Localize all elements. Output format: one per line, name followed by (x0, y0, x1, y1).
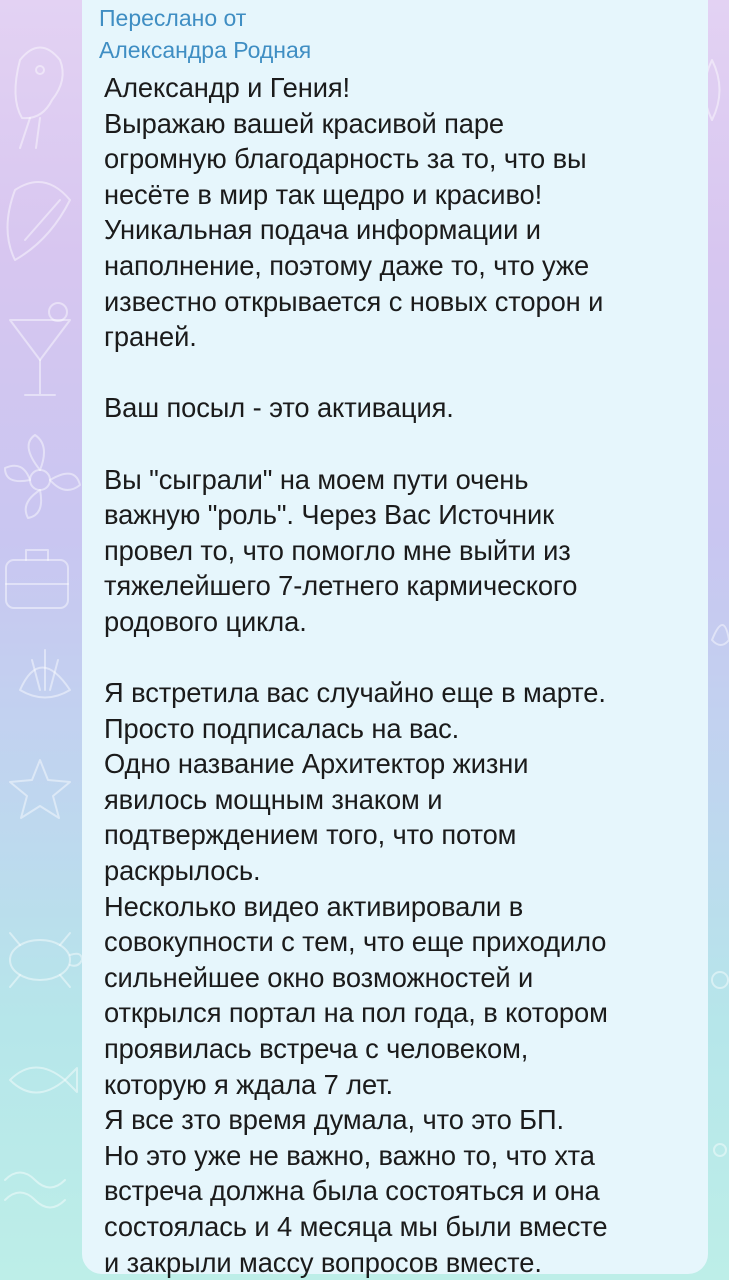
turtle-doodle-icon (10, 933, 82, 987)
forwarded-source-name[interactable]: Александра Родная (99, 37, 312, 63)
hibiscus-doodle-icon (5, 435, 80, 518)
forwarded-label: Переслано от (99, 5, 247, 31)
circle-doodle-icon (712, 972, 728, 1156)
fish-doodle-icon (10, 1068, 77, 1093)
starfish-doodle-icon (10, 760, 70, 818)
shell-doodle-icon (20, 650, 70, 698)
cocktail-doodle-icon (10, 303, 70, 395)
suitcase-doodle-icon (6, 550, 68, 608)
surfboard-doodle-icon (8, 182, 71, 260)
parrot-doodle-icon (15, 48, 62, 149)
wave-doodle-icon (5, 1173, 65, 1208)
message-text: Александр и Гения! Выражаю вашей красивой паре огромную благодарность за то, что вы несёте в мир так щедро и красиво! Уникальная подача информации и наполнение, поэтому даже то, что уже известно открывается с новых сторон и граней. Ваш посыл - это активация. Вы "сыграли" на моем пути очень важную "роль". Через Вас Источник провел то, что помогло мне выйти из тяжелейшего 7-летнего кармического родового цикла. Я встретила вас случайно еще в марте. Просто подписалась на вас. Одно название Архитектор жизни явилось мощным знаком и подтверждением того, что потом раскрылось. Несколько видео активировали в совокупности с тем, что еще приходило сильнейшее окно возможностей и открылся портал на пол года, в котором проявилась встреча с человеком, которую я ждала 7 лет. Я все зто время думала, что это БП. Но это уже не важно, важно то, что хта встреча должна была состояться и она состоялась и 4 месяца мы были вместе и закрыли массу вопросов вместе. (104, 72, 608, 1278)
shell-right-doodle-icon (712, 625, 729, 645)
forwarded-header[interactable] (99, 2, 311, 66)
